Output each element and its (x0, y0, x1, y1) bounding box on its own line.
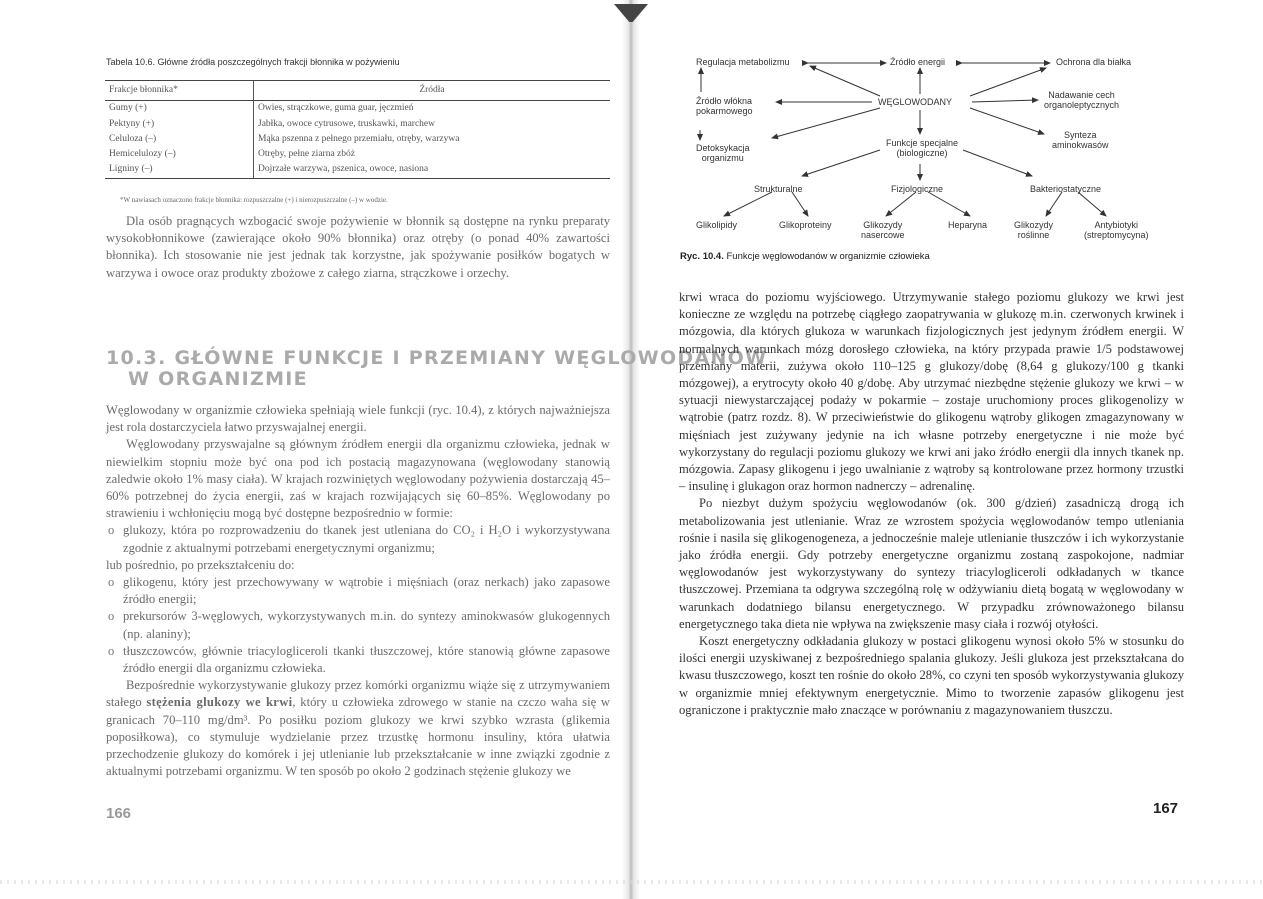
diagram-label-glikozydy-roslinne: Glikozydy roślinne (1014, 220, 1054, 240)
table-cell: Hemicelulozy (–) (109, 149, 176, 160)
arrow (963, 150, 1032, 176)
list-item: o glikogenu, który jest przechowywany w wątrobie i mięśniach (oraz nerkach) jako zapasowe źródło energii; (106, 574, 610, 608)
page-number-right: 167 (1153, 800, 1179, 817)
list-item: o prekursorów 3-węglowych, wykorzystywanych m.in. do syntezy aminokwasów glukogennych (np. alaniny); (106, 608, 610, 642)
table-cell: Ligniny (–) (105, 162, 254, 178)
table-cell: Pektyny (+) (109, 118, 155, 129)
table-row (105, 101, 610, 117)
table-cell: Gumy (+) (109, 103, 147, 114)
intro-text-block (106, 213, 610, 282)
diagram-label-zrodlo-energii: Źródło energii (890, 57, 946, 67)
table-footnote: *W nawiasach oznaczono frakcje błonnika: rozpuszczalne (+) i nierozpuszczalne (–) w wodzie. (120, 196, 388, 204)
diagram-label-bakteriostatyczne: Bakteriostatyczne (1030, 184, 1102, 194)
figure-caption-text: Funkcje węglowodanów w organizmie człowieka (726, 251, 930, 262)
body-text-left (106, 402, 610, 780)
arrow (1046, 192, 1062, 216)
table-header-cell: Frakcje błonnika* (105, 81, 254, 101)
diagram-label-nadawanie: Nadawanie cech organoleptycznych (1044, 90, 1120, 110)
page-number-left: 166 (106, 805, 132, 822)
diagram-label-funkcje-specjalne: Funkcje specjalne (biologiczne) (886, 138, 959, 158)
arrow (970, 68, 1046, 96)
fiber-sources-table (105, 80, 610, 179)
figure-caption (680, 251, 930, 262)
bullet-list (106, 574, 610, 677)
arrow (772, 108, 880, 138)
diagram-label-glikoproteiny: Glikoproteiny (779, 220, 832, 230)
bullet-list (106, 522, 610, 556)
table-cell: Mąka pszenna z pełnego przemiału, otręby, warzywa (254, 132, 611, 147)
table-cell: Dojrzałe warzywa, pszenica, owoce, nasiona (254, 162, 611, 178)
arrow (802, 150, 880, 176)
diagram-label-antybiotyki: Antybiotyki (streptomycyna) (1084, 220, 1149, 240)
heading-line: 10.3. GŁÓWNE FUNKCJE I PRZEMIANY WĘGLOWODANÓW (106, 347, 768, 369)
diagram-label-zrodlo-wlokna: Źródło włókna pokarmowego (696, 96, 753, 116)
arrow (810, 66, 880, 96)
arrow (970, 108, 1044, 134)
paragraph: lub pośrednio, po przekształceniu do: (106, 557, 295, 572)
text-run: , który u człowieka zdrowego w stanie na czczo waha się w granicach 70–110 mg/dm³. Po posiłku poziom glukozy we krwi szybko wzrasta (glikemia poposiłkowa), co stymuluje wydzielanie przez trzustkę hormonu insuliny, która ułatwia przechodzenie glukozy do komórek i jej utlenianie lub przekształcanie w inne związki zgodnie z aktualnymi potrzebami organizmu. W ten sposób po około 2 godzinach stężenie glukozy we (106, 695, 610, 779)
table-cell: Owies, strączkowe, guma guar, jęczmień (254, 101, 611, 117)
paragraph: Węglowodany w organizmie człowieka spełniają wiele funkcji (ryc. 10.4), z których najważniejsza jest rola dostarczyciela łatwo przyswajalnej energii. (106, 403, 610, 435)
carbohydrate-functions-diagram (680, 42, 1160, 247)
diagram-label-regulacja: Regulacja metabolizmu (696, 57, 790, 67)
paragraph: Po niezbyt dużym spożyciu węglowodanów (ok. 300 g/dzień) zasadniczą drogą ich metabolizowania jest utlenianie. Wraz ze wzrostem spożycia węglowodanów tempo utleniania rośnie i nasila się glikogenogeneza, a jednocześnie maleje utlenianie tłuszczów i ich wykorzystanie jako źródła energii. Gdy potrzeby energetyczne organizmu zostaną zaspokojone, nadmiar węglowodanów jest wykorzystywany do syntezy triacylogliceroli odkładanych w tkance tłuszczowej. Przemiana ta odgrywa szczególną rolę w odżywianiu dietą bogatą w węglowodany w warunkach dodatniego bilansu energetycznego. W przypadku zrównoważonego bilansu energetycznego taka dieta nie wpływa na zwiększenie masy ciała i rozwój otyłości. (679, 496, 1184, 631)
body-text-right (679, 289, 1184, 719)
diagram-label-weglowodany: WĘGLOWODANY (878, 97, 953, 107)
list-item: o glukozy, która po rozprowadzeniu do tkanek jest utleniana do CO₂ i H₂O i wykorzystywana zgodnie z aktualnymi potrzebami energetycznymi organizmu; (106, 522, 610, 556)
table-header-cell: Źródła (254, 81, 611, 101)
table-caption: Tabela 10.6. Główne źródła poszczególnych frakcji błonnika w pożywieniu (106, 57, 400, 67)
table-row (105, 117, 610, 132)
table-header-row (105, 81, 610, 101)
arrow (886, 192, 916, 216)
diagram-label-fizjologiczne: Fizjologiczne (891, 184, 944, 194)
paragraph: Węglowodany przyswajalne są głównym źródłem energii dla organizmu człowieka, jednak w niewielkim stopniu może być ona pod ich postacią magazynowana (węglowodany stanowią zaledwie około 1% masy ciała). W krajach rozwiniętych węglowodany pożywienia dostarczają 45–60% potrzebnej do życia energii, zaś w krajach rozwijających się 60–85%. Węglowodany po strawieniu i wchłonięciu mogą być dostępne bezpośrednio w formie: (106, 437, 610, 521)
diagram-label-detoksykacja: Detoksykacja organizmu (696, 143, 750, 163)
diagram-label-ochrona: Ochrona dla białka (1056, 57, 1132, 67)
diagram-label-glikolipidy: Glikolipidy (696, 220, 738, 230)
table-row (105, 147, 610, 162)
diagram-label-glikozydy-nasercowe: Glikozydy nasercowe (861, 220, 905, 240)
diagram-label-strukturalne: Strukturalne (754, 184, 803, 194)
arrow (928, 192, 970, 216)
paragraph: Dla osób pragnących wzbogacić swoje pożywienie w błonnik są dostępne na rynku preparaty wysokobłonnikowe (zawierające około 90% błonnika) oraz otręby (o ponad 40% zawartości błonnika). Ich stosowanie nie jest jednak tak korzystne, jak spożywanie posiłków bogatych w warzywa i owoce oraz produkty zbożowe z całego ziarna, strączkowe i orzechy. (106, 214, 610, 280)
heading-line: W ORGANIZMIE (128, 368, 308, 390)
arrow (1078, 192, 1106, 216)
table-row (105, 132, 610, 147)
table-row (105, 162, 610, 178)
paragraph: krwi wraca do poziomu wyjściowego. Utrzymywanie stałego poziomu glukozy we krwi jest konieczne ze względu na potrzebę ciągłego zaopatrywania w glukozę m.in. czerwonych krwinek i mózgowia, dla których glukoza w warunkach fizjologicznych jest jedynym źródłem energii. W normalnych warunkach mózg dorosłego człowieka, na który przypada prawie 1/5 podstawowej przemiany materii, zużywa około 110–125 g glukozy/dobę (8,64 g glukozy/100 g tkanki mózgowej), a erytrocyty około 40 g/dobę. Aby utrzymać niezbędne stężenie glukozy we krwi – w sytuacji niewystarczającej podaży w pokarmie – zostaje uruchomiony proces glikogenolizy w wątrobie (patrz rozdz. 8). W przeciwieństwie do glikogenu wątroby glikogen zmagazynowany w mięśniach jest zużywany jedynie na ich własne potrzeby energetyczne i nie może być wykorzystany do regulacji poziomu glukozy we krwi ani jako źródło energii dla innych tkanek np. mózgowia. Zapasy glikogenu i jego uwalnianie z wątroby są kontrolowane przez hormony trzustki – insulinę i glukagon oraz hormon nadnerczy – adrenalinę. (679, 290, 1184, 494)
diagram-label-synteza: Synteza aminokwasów (1052, 130, 1109, 150)
list-item: o tłuszczowców, głównie triacylogliceroli tkanki tłuszczowej, które stanowią główne zapasowe źródło energii dla organizmu człowieka. (106, 643, 610, 677)
arrow (972, 100, 1038, 102)
paragraph: Koszt energetyczny odkładania glukozy w postaci glikogenu wynosi około 5% w stosunku do ilości energii uzyskiwanej z bezpośredniego spalania glukozy. Jeśli glukoza jest przekształcana do kwasu tłuszczowego, koszt ten rośnie do około 28%, co czyni ten sposób wykorzystywania glukozy w organizmie mniej efektywnym energetycznie. Mimo to tworzenie zapasów glikogenu jest ograniczone i praktycznie mało znaczące w porównaniu z magazynowaniem tłuszczu. (679, 634, 1184, 717)
table-cell: Jabłka, owoce cytrusowe, truskawki, marchew (254, 117, 611, 132)
arrow (792, 192, 808, 216)
arrow (724, 192, 772, 216)
table-cell: Otręby, pełne ziarna zbóż (254, 147, 611, 162)
paragraph (106, 677, 610, 780)
figure-caption-label: Ryc. 10.4. (680, 251, 724, 262)
table-cell: Celuloza (–) (109, 133, 157, 144)
diagram-label-heparyna: Heparyna (948, 220, 988, 230)
bold-term: stężenia glukozy we krwi (146, 695, 293, 710)
text-run: Bezpośrednie wykorzystywanie glukozy przez komórki organizmu wiąże się z utrzymywaniem stałego (106, 678, 610, 710)
